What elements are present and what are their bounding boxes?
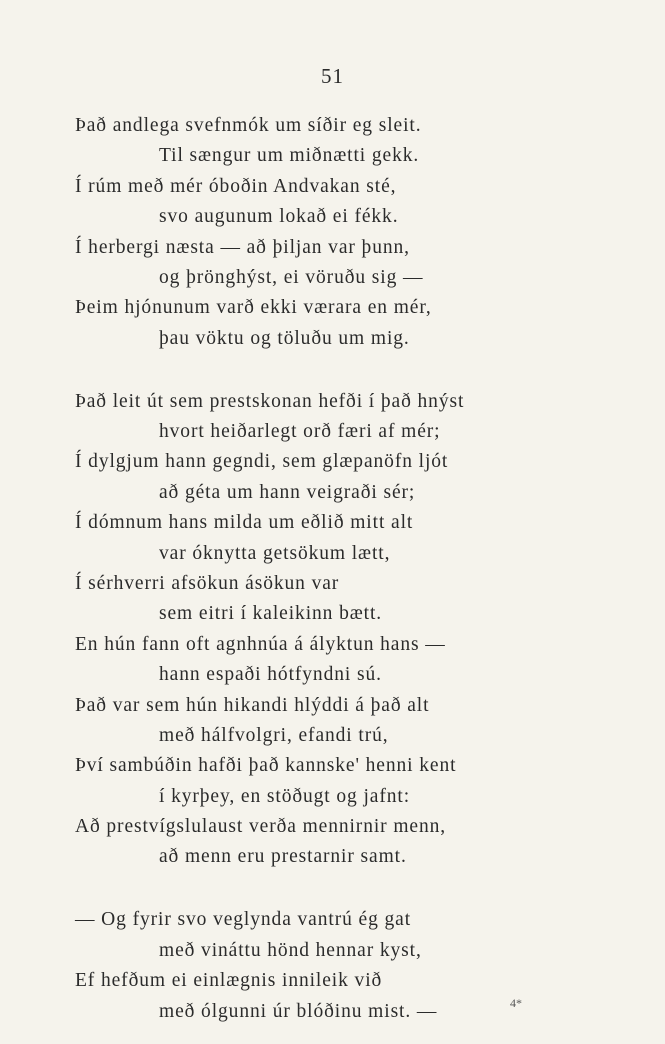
poem-stanza <box>75 905 615 1027</box>
poem-line: með ólgunni úr blóðinu mist. — <box>159 1000 438 1022</box>
poem-line: Því sambúðin hafði það kannske' henni kent <box>75 755 457 777</box>
poem-line: Í dylgjum hann gegndi, sem glæpanöfn ljót <box>75 451 449 473</box>
poem-line: Í dómnum hans milda um eðlið mitt alt <box>75 512 414 534</box>
poem-stanza <box>75 387 615 873</box>
signature-mark: 4* <box>510 996 522 1010</box>
poem-line: Þeim hjónunum varð ekki værara en mér, <box>75 297 432 319</box>
poem-line: sem eitri í kaleikinn bætt. <box>159 603 383 625</box>
poem-line: Ef hefðum ei einlægnis innileik við <box>75 970 383 992</box>
poem-line: Það var sem hún hikandi hlýddi á það alt <box>75 694 430 716</box>
poem-line: Það leit út sem prestskonan hefði í það hnýst <box>75 390 465 412</box>
poem <box>75 111 615 1027</box>
poem-line: Það andlega svefnmók um síðir eg sleit. <box>75 115 422 136</box>
poem-line: hvort heiðarlegt orð færi af mér; <box>159 421 441 443</box>
poem-line: að géta um hann veigraði sér; <box>159 481 416 503</box>
poem-line: En hún fann oft agnhnúa á ályktun hans — <box>75 633 446 655</box>
poem-line: þau vöktu og töluðu um mig. <box>159 327 410 349</box>
poem-line: með vináttu hönd hennar kyst, <box>159 939 422 961</box>
poem-line: í kyrþey, en stöðugt og jafnt: <box>159 785 411 807</box>
page-number: 51 <box>321 64 344 88</box>
poem-line: með hálfvolgri, efandi trú, <box>159 724 389 746</box>
poem-line: Að prestvígslulaust verða mennirnir menn, <box>75 816 447 838</box>
poem-line: Í sérhverri afsökun ásökun var <box>75 572 340 594</box>
poem-stanza <box>75 111 615 354</box>
poem-line: — Og fyrir svo veglynda vantrú ég gat <box>75 909 412 931</box>
poem-line: svo augunum lokað ei fékk. <box>159 206 399 228</box>
poem-line: að menn eru prestarnir samt. <box>159 846 407 868</box>
poem-line: hann espaði hótfyndni sú. <box>159 664 382 686</box>
poem-line: var óknytta getsökum lætt, <box>159 542 391 564</box>
poem-line: Til sængur um miðnætti gekk. <box>159 145 420 167</box>
poem-line: Í herbergi næsta — að þiljan var þunn, <box>75 236 410 258</box>
poem-line: Í rúm með mér óboðin Andvakan sté, <box>75 175 397 197</box>
poem-line: og þrönghýst, ei vöruðu sig — <box>159 266 424 288</box>
